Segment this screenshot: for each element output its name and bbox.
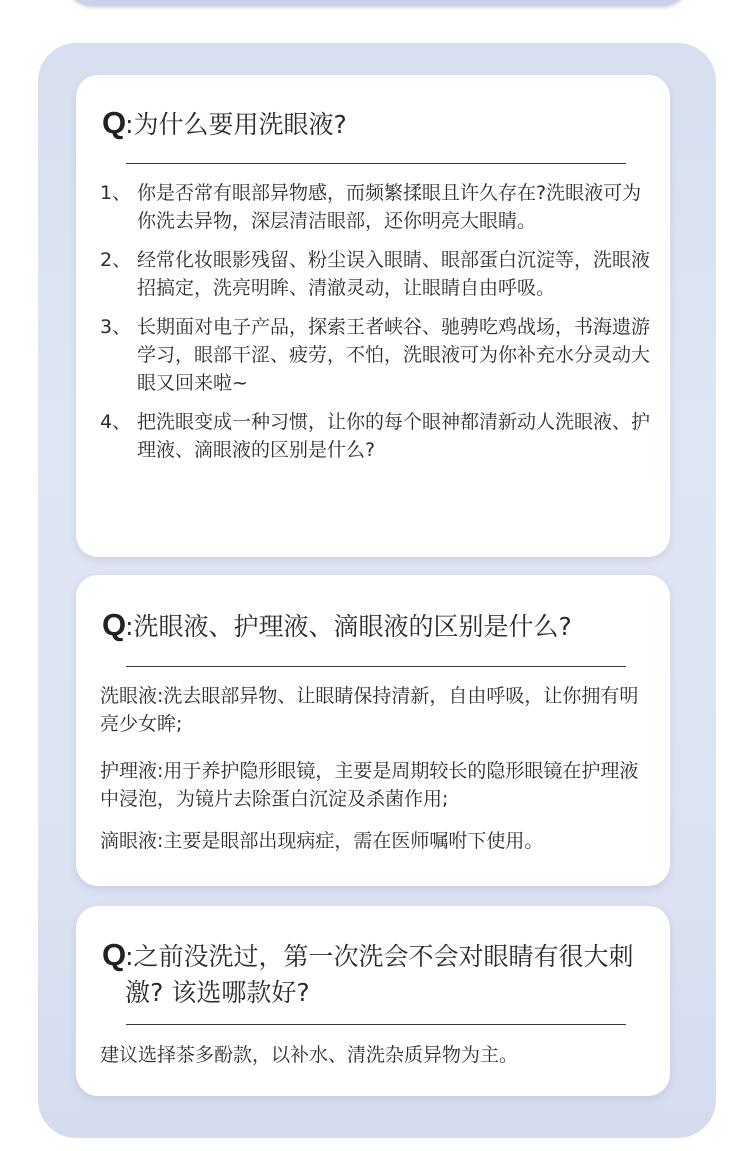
- question-text: :洗眼液、护理液、滴眼液的区别是什么?: [125, 612, 572, 641]
- q-mark: Q: [102, 105, 126, 140]
- item-number: 4、: [100, 411, 132, 433]
- q-mark: Q: [102, 937, 126, 972]
- top-decorative-strip: [65, 0, 690, 6]
- divider: [126, 1024, 626, 1025]
- answer-eye-drops: 滴眼液:主要是眼部出现病症，需在医师嘱咐下使用。: [100, 830, 544, 852]
- answer-recommendation: 建议选择茶多酚款，以补水、清洗杂质异物为主。: [100, 1044, 519, 1066]
- faq-card-difference: [76, 575, 670, 886]
- divider: [126, 666, 626, 667]
- item-text: 把洗眼变成一种习惯，让你的每个眼神都清新动人洗眼液、护理液、滴眼液的区别是什么?: [137, 411, 651, 461]
- answer-care-solution: 护理液:用于养护隐形眼镜，主要是周期较长的隐形眼镜在护理液中浸泡，为镜片去除蛋白沉淀及杀菌作用;: [100, 760, 639, 810]
- q-mark: Q: [102, 607, 126, 642]
- item-text: 长期面对电子产品，探索王者峡谷、驰骋吃鸡战场，书海遗游学习，眼部干涩、疲劳，不怕，洗眼液可为你补充水分灵动大眼又回来啦~: [137, 316, 651, 394]
- faq-card-first-time: [76, 906, 670, 1096]
- item-number: 1、: [100, 182, 132, 204]
- list-item: [100, 313, 650, 397]
- divider: [126, 163, 626, 164]
- question-heading: [102, 105, 650, 143]
- list-item: [100, 179, 650, 235]
- item-number: 2、: [100, 249, 132, 271]
- question-text: :为什么要用洗眼液?: [125, 110, 347, 139]
- item-text: 经常化妆眼影残留、粉尘误入眼睛、眼部蛋白沉淀等，洗眼液招搞定，洗亮明眸、清澈灵动，让眼睛自由呼吸。: [137, 249, 651, 299]
- item-text: 你是否常有眼部异物感，而频繁揉眼且许久存在?洗眼液可为你洗去异物，深层清洁眼部，还你明亮大眼睛。: [137, 182, 642, 232]
- item-number: 3、: [100, 316, 132, 338]
- question-heading: [102, 607, 650, 645]
- question-heading: [102, 937, 640, 1011]
- question-text: :之前没洗过，第一次洗会不会对眼睛有很大刺激? 该选哪款好?: [125, 942, 634, 1007]
- list-item: [100, 408, 650, 464]
- reason-list: [100, 179, 650, 475]
- faq-card-why-eyewash: [76, 75, 670, 557]
- list-item: [100, 246, 650, 302]
- answer-eyewash: 洗眼液:洗去眼部异物、让眼睛保持清新，自由呼吸，让你拥有明亮少女眸;: [100, 685, 639, 735]
